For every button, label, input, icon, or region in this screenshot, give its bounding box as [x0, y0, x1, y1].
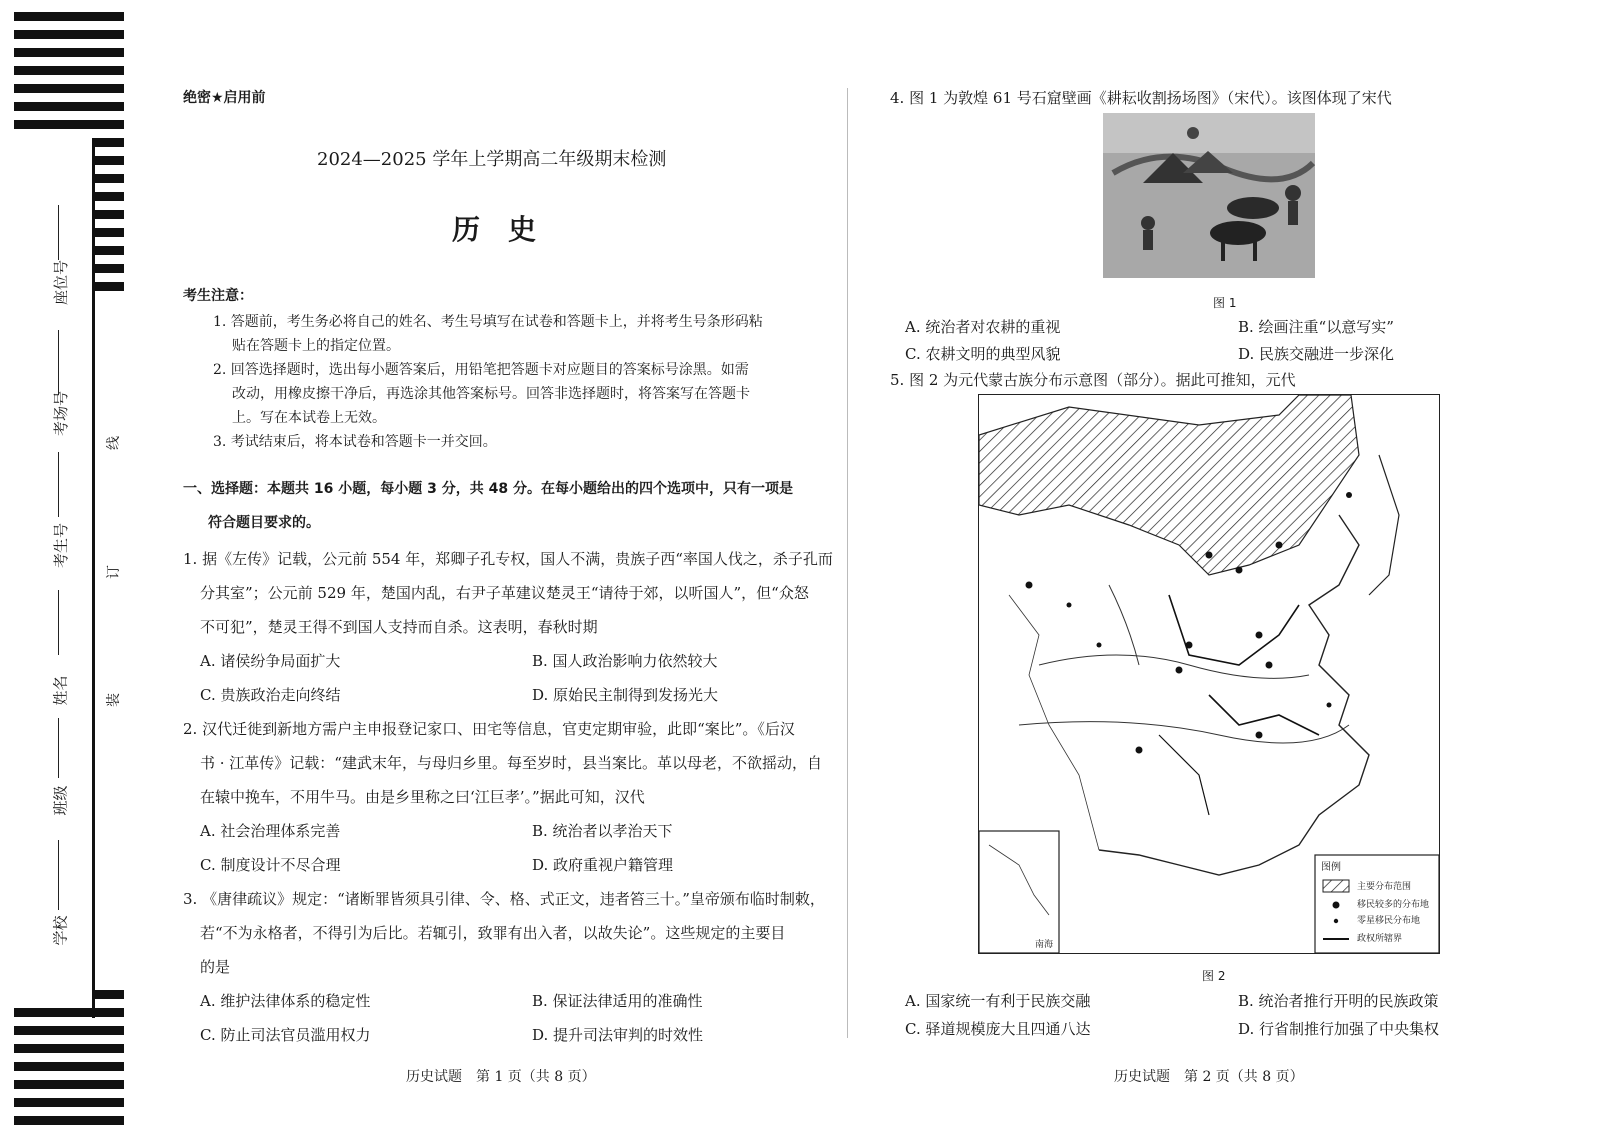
confidential-label: 绝密★启用前 — [183, 90, 266, 106]
notice-line: 改动，用橡皮擦干净后，再选涂其他答案标号。回答非选择题时，将答案写在答题卡 — [232, 386, 750, 402]
barcode-bar — [14, 1062, 124, 1071]
fill-line[interactable] — [58, 330, 59, 395]
q2-text: 书 · 江革传》记载：“建武末年，与母归乡里。每至岁时，县当案比。革以母老，不欲摇动，自 — [200, 754, 822, 772]
q4-option-b[interactable]: B. 绘画注重“以意写实” — [1238, 318, 1394, 336]
candidate-number-label: 考生号 — [52, 522, 71, 569]
barcode-bar — [14, 66, 124, 75]
notice-line: 上。写在本试卷上无效。 — [232, 410, 386, 426]
q5-option-d[interactable]: D. 行省制推行加强了中央集权 — [1238, 1020, 1440, 1038]
barcode-bar — [14, 84, 124, 93]
q3-text: 若“不为永格者，不得引为后比。若辄引，致罪有出入者，以故失论”。这些规定的主要目 — [200, 924, 786, 942]
seat-number-label: 座位号 — [52, 259, 71, 306]
q1-text: 不可犯”，楚灵王得不到国人支持而自杀。这表明，春秋时期 — [200, 618, 598, 636]
cut-line-mark: 线 — [106, 436, 122, 450]
q5-option-b[interactable]: B. 统治者推行开明的民族政策 — [1238, 992, 1439, 1010]
figure-2-caption: 图 2 — [1202, 969, 1226, 983]
barcode-bar — [92, 282, 124, 291]
legend-item: 主要分布范围 — [1357, 882, 1412, 892]
legend-item: 政权所辖界 — [1357, 934, 1403, 944]
fill-line[interactable] — [58, 590, 59, 655]
mural-image — [1103, 113, 1315, 278]
q3-option-c[interactable]: C. 防止司法官员滥用权力 — [200, 1026, 371, 1044]
binding-order-mark: 订 — [106, 565, 122, 579]
q1-option-d[interactable]: D. 原始民主制得到发扬光大 — [532, 686, 719, 704]
q4-option-a[interactable]: A. 统治者对农耕的重视 — [905, 318, 1061, 336]
barcode-bar — [14, 102, 124, 111]
barcode-bar — [14, 1098, 124, 1107]
barcode-bar — [14, 1044, 124, 1053]
barcode-bar — [92, 246, 124, 255]
q1-text: 分其室”；公元前 529 年，楚国内乱，右尹子革建议楚灵王“请待于郊，以听国人”，但“众怒 — [200, 584, 809, 602]
q5-option-a[interactable]: A. 国家统一有利于民族交融 — [905, 992, 1091, 1010]
notice-line: 2. 回答选择题时，选出每小题答案后，用铅笔把答题卡对应题目的答案标号涂黑。如需 — [213, 362, 749, 378]
fill-line[interactable] — [58, 452, 59, 517]
barcode-bar — [14, 1008, 124, 1017]
q1-option-c[interactable]: C. 贵族政治走向终结 — [200, 686, 341, 704]
map-drawing — [979, 395, 1439, 953]
barcode-bar — [14, 48, 124, 57]
barcode-bar — [14, 1026, 124, 1035]
q1-text: 1. 据《左传》记载，公元前 554 年，郑卿子孔专权，国人不满，贵族子西“率国人伐之，杀子孔而 — [183, 550, 833, 568]
page-footer: 历史试题 第 1 页（共 8 页） — [406, 1069, 596, 1085]
q4-option-d[interactable]: D. 民族交融进一步深化 — [1238, 345, 1395, 363]
binding-mark: 装 — [106, 693, 122, 707]
barcode-bar — [92, 174, 124, 183]
q3-text: 3. 《唐律疏议》规定：“诸断罪皆须具引律、令、格、式正文，违者笞三十。”皇帝颁布临时制敕， — [183, 890, 825, 908]
class-label: 班级 — [51, 785, 70, 816]
subject-title: 历 史 — [452, 213, 537, 246]
section-title: 一、选择题：本题共 16 小题，每小题 3 分，共 48 分。在每小题给出的四个选项中，只有一项是 — [183, 481, 793, 497]
barcode-bar — [14, 120, 124, 129]
legend-item: 移民较多的分布地 — [1357, 900, 1430, 910]
q2-option-c[interactable]: C. 制度设计不尽合理 — [200, 856, 341, 874]
q2-option-d[interactable]: D. 政府重视户籍管理 — [532, 856, 674, 874]
notice-line: 3. 考试结束后，将本试卷和答题卡一并交回。 — [213, 434, 497, 450]
barcode-bar — [92, 138, 124, 147]
fill-line[interactable] — [58, 205, 59, 260]
barcode-bar — [14, 30, 124, 39]
barcode-bar — [92, 990, 124, 999]
q4-option-c[interactable]: C. 农耕文明的典型风貌 — [905, 345, 1061, 363]
barcode-bar — [14, 1116, 124, 1125]
barcode-bar — [92, 228, 124, 237]
legend-item: 零星移民分布地 — [1357, 916, 1421, 926]
inset-label: 南海 — [1035, 940, 1054, 950]
exam-title: 2024—2025 学年上学期高二年级期末检测 — [317, 149, 667, 170]
legend-title: 图例 — [1321, 862, 1341, 873]
q2-option-b[interactable]: B. 统治者以孝治天下 — [532, 822, 673, 840]
q1-option-b[interactable]: B. 国人政治影响力依然较大 — [532, 652, 718, 670]
q1-option-a[interactable]: A. 诸侯纷争局面扩大 — [200, 652, 341, 670]
notice-line: 1. 答题前，考生务必将自己的姓名、考生号填写在试卷和答题卡上，并将考生号条形码粘 — [213, 314, 763, 330]
q3-text: 的是 — [200, 958, 231, 976]
binding-spine — [92, 138, 95, 1018]
exam-room-label: 考场号 — [52, 390, 71, 437]
page-divider — [847, 88, 848, 1038]
notice-line: 贴在答题卡上的指定位置。 — [232, 338, 400, 354]
q2-text: 2. 汉代迁徙到新地方需户主申报登记家口、田宅等信息，官吏定期审验，此即“案比”。《后汉 — [183, 720, 795, 738]
barcode-bar — [92, 156, 124, 165]
barcode-bar — [92, 264, 124, 273]
q5-option-c[interactable]: C. 驿道规模庞大且四通八达 — [905, 1020, 1091, 1038]
barcode-bar — [14, 12, 124, 21]
section-title-cont: 符合题目要求的。 — [208, 515, 320, 531]
fill-line[interactable] — [58, 840, 59, 910]
mural-figure — [1103, 113, 1315, 278]
q3-option-a[interactable]: A. 维护法律体系的稳定性 — [200, 992, 371, 1010]
q5-text: 5. 图 2 为元代蒙古族分布示意图（部分）。据此可推知，元代 — [890, 371, 1296, 389]
name-label: 姓名 — [51, 675, 70, 706]
q2-text: 在辕中挽车，不用牛马。由是乡里称之曰‘江巨孝’。”据此可知，汉代 — [200, 788, 645, 806]
barcode-bar — [14, 1080, 124, 1089]
barcode-bar — [92, 210, 124, 219]
q4-text: 4. 图 1 为敦煌 61 号石窟壁画《耕耘收割扬场图》（宋代）。该图体现了宋代 — [890, 89, 1392, 107]
q3-option-b[interactable]: B. 保证法律适用的准确性 — [532, 992, 703, 1010]
q2-option-a[interactable]: A. 社会治理体系完善 — [200, 822, 341, 840]
barcode-bar — [92, 192, 124, 201]
q3-option-d[interactable]: D. 提升司法审判的时效性 — [532, 1026, 704, 1044]
notice-heading: 考生注意： — [183, 288, 253, 304]
fill-line[interactable] — [58, 718, 59, 778]
page-footer: 历史试题 第 2 页（共 8 页） — [1114, 1069, 1304, 1085]
yuan-mongol-map — [978, 394, 1440, 954]
figure-1-caption: 图 1 — [1213, 296, 1237, 310]
school-label: 学校 — [51, 915, 70, 946]
